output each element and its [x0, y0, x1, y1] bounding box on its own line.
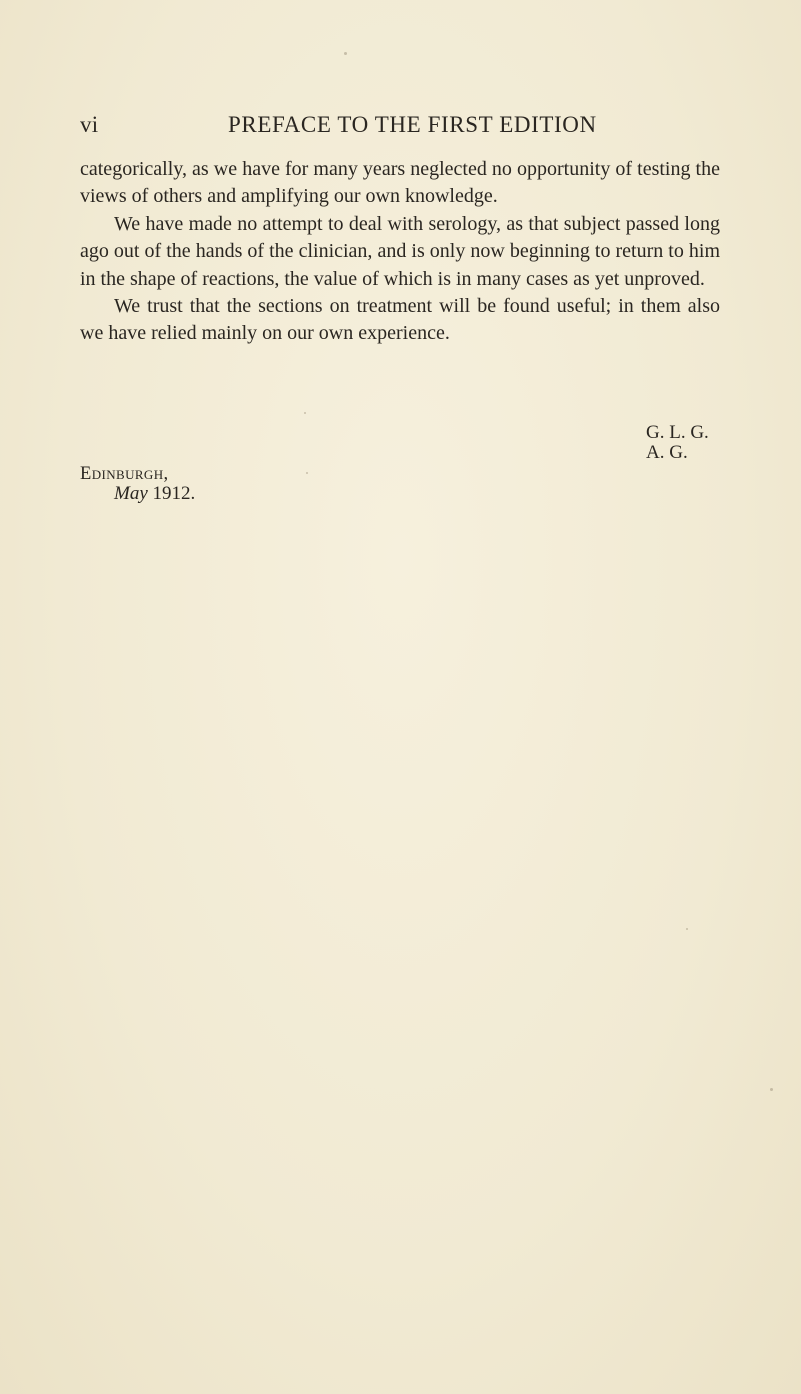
signature-initials: [646, 423, 709, 463]
initials-line-2: A. G.: [646, 442, 688, 463]
initials-line-1: G. L. G.: [646, 422, 709, 443]
paragraph-treatment: We trust that the sections on treatment will be found useful; in them also we have relied mainly on our own experience.: [80, 295, 720, 345]
paper-speck: [344, 52, 347, 55]
dateline-place: Edinburgh,: [80, 464, 169, 484]
paper-speck: [304, 412, 306, 414]
paper-speck: [306, 472, 308, 474]
paragraph-continuation: categorically, as we have for many years neglected no opportunity of testing the views of others and amplifying our own knowledge.: [80, 158, 720, 208]
paper-speck: [686, 928, 688, 930]
dateline-date: [114, 482, 195, 506]
dateline-month: May: [114, 483, 148, 504]
body-text: [80, 156, 720, 348]
paper-speck: [770, 1088, 773, 1091]
paragraph-serology: We have made no attempt to deal with serology, as that subject passed long ago out of the hands of the clinician, and is only now beginning to return to him in the shape of reactions, the value of which is in many cases as yet unproved.: [80, 212, 720, 290]
running-header: [80, 112, 720, 142]
page-number: vi: [80, 112, 99, 137]
running-title: PREFACE TO THE FIRST EDITION: [228, 112, 597, 137]
dateline-year: 1912.: [152, 483, 196, 504]
